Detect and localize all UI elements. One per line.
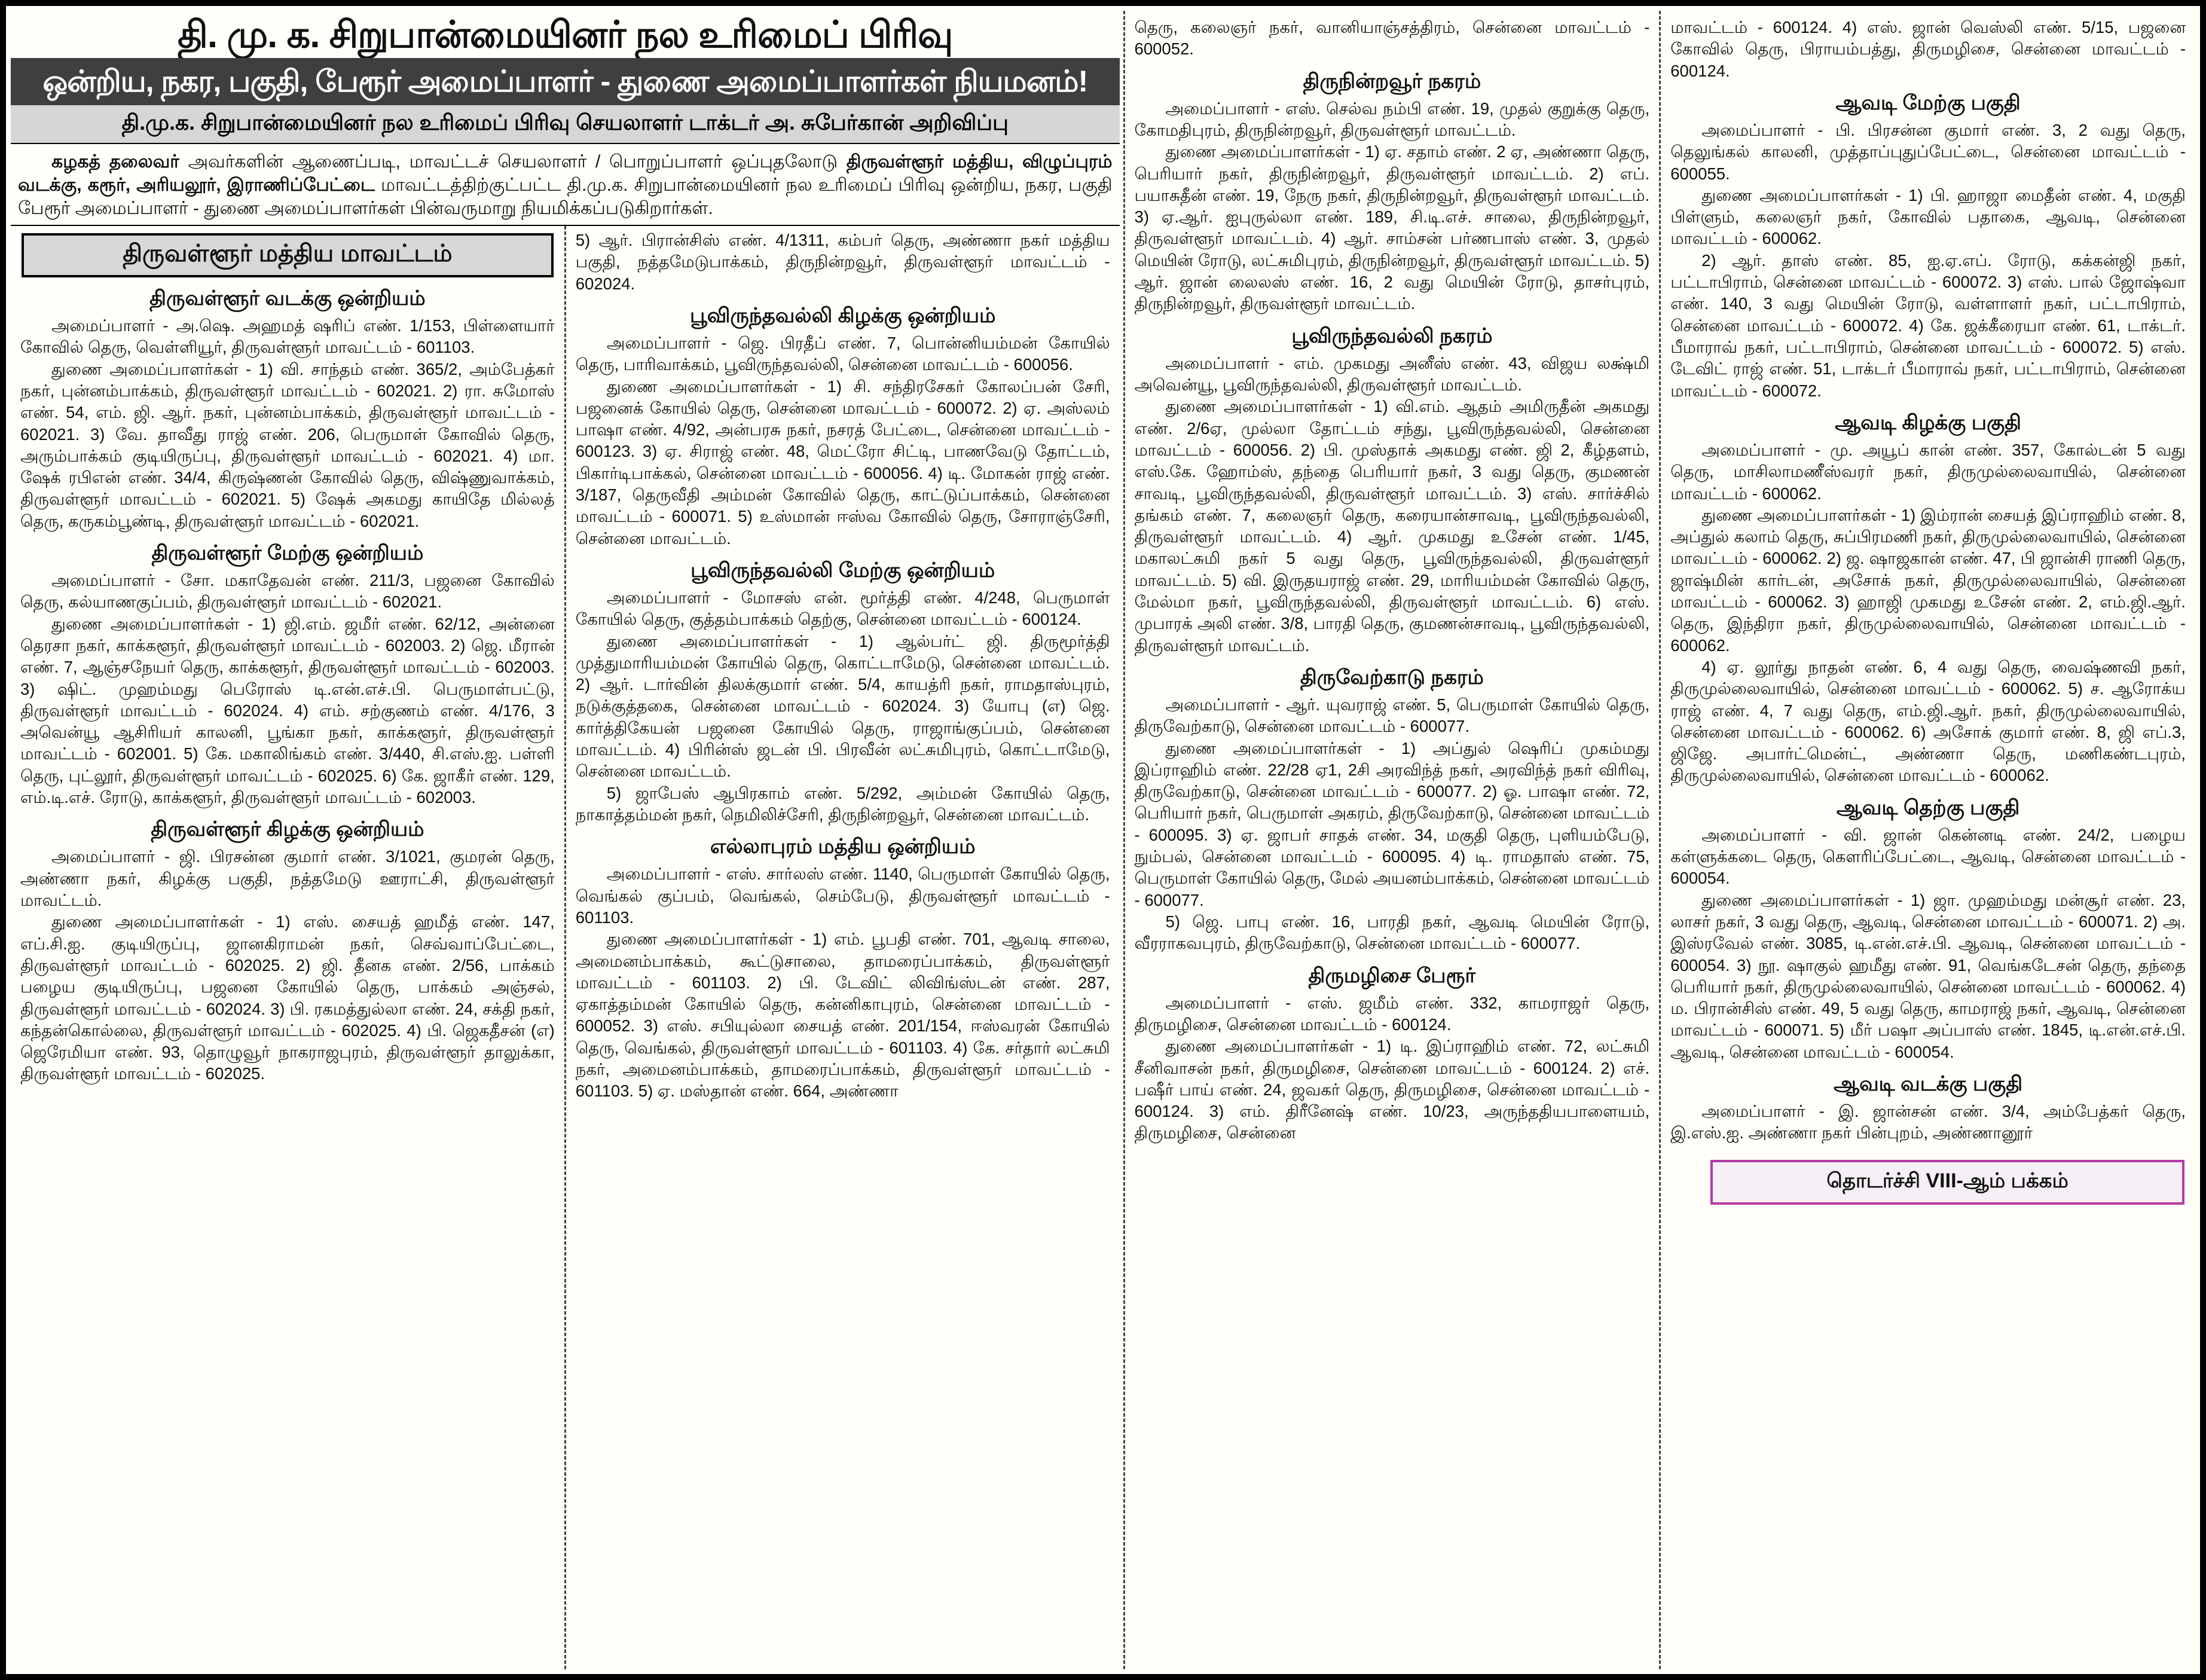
section-heading: ஆவடி வடக்கு பகுதி (1834, 1073, 2023, 1096)
intro-paragraph (11, 144, 1120, 226)
continuation-box: தொடர்ச்சி VIII-ஆம் பக்கம் (1710, 1160, 2184, 1205)
body-paragraph: துணை அமைப்பாளர்கள் - 1) ஜி.எம். ஜமீர் எண். 62/12, அன்னை தெரசா நகர், காக்களூர், திருவள்ளூர் மாவட்டம் - 602003. 2) ஜெ. மீரான் எண். 7, ஆஞ்சநேயர் தெரு, காக்களூர், திருவள்ளூர் மாவட்டம் - 602003. 3) ஷிட். முஹம்மது பெரோஸ் டி.என்.எச்.பி. பெருமாள்பட்டு, திருவள்ளூர் மாவட்டம் - 602024. 4) எம். சற்குணம் எண். 4/176, 3 அவென்யூ ஆசிரியர் காலனி, பூங்கா நகர், காக்களூர், திருவள்ளூர் மாவட்டம் - 602001. 5) கே. மகாலிங்கம் எண். 3/440, சி.எஸ்.ஐ. பள்ளி தெரு, புட்லூர், திருவள்ளூர் மாவட்டம் - 602025. 6) கே. ஜாகீர் எண். 129, எம்.டி.எச். ரோடு, காக்களூர், திருவள்ளூர் மாவட்டம் - 602003. (20, 614, 555, 807)
section-heading: திருவள்ளூர் கிழக்கு ஒன்றியம் (151, 818, 424, 841)
body-paragraph: துணை அமைப்பாளர்கள் - 1) எஸ். சையத் ஹமீத் எண். 147, எப்.சி.ஐ. குடியிருப்பு, ஜானகிராமன் நகர், செவ்வாப்பேட்டை, திருவள்ளூர் மாவட்டம் - 602025. 2) ஜி. தீனக எண். 2/56, பாக்கம் பழைய குடியிருப்பு, பஜனை கோயில் தெரு, பாக்கம் அஞ்சல், திருவள்ளூர் மாவட்டம் - 602024. 3) பி. ரகமத்துல்லா எண். 24, சக்தி நகர், கந்தன்கொல்லை, திருவள்ளூர் மாவட்டம் - 602025. 4) பி. ஜெகதீசன் (எ) ஜெரேமியா எண். 93, தொழுவூர் நாகராஜபுரம், திருவள்ளூர் தாலுக்கா, திருவள்ளூர் மாவட்டம் - 602025. (20, 912, 555, 1083)
byline-bar: தி.மு.க. சிறுபான்மையினர் நல உரிமைப் பிரிவு செயலாளர் டாக்டர் அ. சுபேர்கான் அறிவிப்பு (11, 105, 1120, 143)
body-paragraph: அமைப்பாளர் - அ.ஷெ. அஹமத் ஷரிப் எண். 1/153, பிள்ளையார் கோவில் தெரு, வெள்ளியூர், திருவள்ளூர் மாவட்டம் - 601103. (20, 316, 555, 357)
column-1-blocks (20, 287, 555, 1085)
section-heading: பூவிருந்தவல்லி கிழக்கு ஒன்றியம் (689, 304, 996, 327)
body-paragraph: 5) ஆர். பிரான்சிஸ் எண். 4/1311, கம்பர் தெரு, அண்ணா நகர் மத்திய பகுதி, நத்தமேடுபாக்கம், திருநின்றவூர், திருவள்ளூர் மாவட்டம் - 602024. (575, 230, 1110, 293)
page-subtitle-bar: ஒன்றிய, நகர, பகுதி, பேரூர் அமைப்பாளர் - துணை அமைப்பாளர்கள் நியமனம்! (11, 58, 1120, 105)
body-paragraph: அமைப்பாளர் - ஜெ. பிரதீப் எண். 7, பொன்னியம்மன் கோயில் தெரு, பாரிவாக்கம், பூவிருந்தவல்லி, சென்னை மாவட்டம் - 600056. (575, 333, 1110, 374)
column-3 (1125, 11, 1661, 1669)
body-paragraph: 4) ஏ. லூர்து நாதன் எண். 6, 4 வது தெரு, வைஷ்ணவி நகர், திருமுல்லைவாயில், சென்னை மாவட்டம் - 600062. 5) ச. ஆரோக்ய ராஜ் எண். 4, 7 வது தெரு, எம்.ஜி.ஆர். நகர், திருமுல்லைவாயில், சென்னை மாவட்டம் - 600062. 6) அசோக் குமார் எண். 8, ஜி எப்.3, ஜிஜே. அபார்ட்மென்ட், அண்ணா தெரு, மணிகண்டபுரம், திருமுல்லைவாயில், சென்னை மாவட்டம் - 600062. (1670, 657, 2186, 785)
body-paragraph: அமைப்பாளர் - பி. பிரசன்ன குமார் எண். 3, 2 வது தெரு, தெலுங்கல் காலனி, முத்தாப்புதுப்பேட்டை, சென்னை மாவட்டம் - 600055. (1670, 120, 2186, 183)
body-paragraph: அமைப்பாளர் - இ. ஜான்சன் எண். 3/4, அம்பேத்கர் தெரு, இ.எஸ்.ஐ. அண்ணா நகர் பின்புறம், அண்ணானூர் (1670, 1102, 2186, 1143)
body-paragraph: துணை அமைப்பாளர்கள் - 1) இம்ரான் சையத் இப்ராஹிம் எண். 8, அப்துல் கலாம் தெரு, சுப்பிரமணி நகர், திருமுல்லைவாயில், சென்னை மாவட்டம் - 600062. 2) ஜ. ஷாஜகான் எண். 47, பி ஜான்சி ராணி தெரு, ஜாஷ்மின் கார்டன், அசோக் நகர், திருமுல்லைவாயில், சென்னை மாவட்டம் - 600062. 3) ஹாஜி முகமது உசேன் எண். 2, எம்.ஜி.ஆர். தெரு, இந்திரா நகர், திருமுல்லைவாயில், சென்னை மாவட்டம் - 600062. (1670, 505, 2186, 655)
body-paragraph: துணை அமைப்பாளர்கள் - 1) அப்துல் ஷெரிப் முகம்மது இப்ராஹிம் எண். 22/28 ஏ1, 2சி அரவிந்த் நகர், அரவிந்த் நகர் விரிவு, திருவேற்காடு, சென்னை மாவட்டம் - 600077. 2) ஓ. பாஷா எண். 72, பெரியார் நகர், பெருமாள் அகரம், திருவேற்காடு, சென்னை மாவட்டம் - 600095. 3) ஏ. ஜாபர் சாதக் எண். 34, மகுதி தெரு, புளியம்பேடு, நும்பல், சென்னை மாவட்டம் - 600095. 4) டி. ராமதாஸ் எண். 75, பெருமாள் கோயில் தெரு, மேல் அயனம்பாக்கம், சென்னை மாவட்டம் - 600077. (1134, 738, 1650, 909)
body-paragraph: துணை அமைப்பாளர்கள் - 1) பி. ஹாஜா மைதீன் எண். 4, மகுதி பிள்ளும், கலைஞர் நகர், கோவில் பதாகை, ஆவடி, சென்னை மாவட்டம் - 600062. (1670, 185, 2186, 248)
body-paragraph: துணை அமைப்பாளர்கள் - 1) வி.எம். ஆதம் அமிருதீன் அகமது எண். 2/6ஏ, முல்லா தோட்டம் சந்து, பூவிருந்தவல்லி, சென்னை மாவட்டம் - 600056. 2) பி. முஸ்தாக் அகமது எண். ஜி 2, கீழ்தளம், எஸ்.கே. ஹோம்ஸ், தந்தை பெரியார் நகர், 3 வது தெரு, குமணன் சாவடி, பூவிருந்தவல்லி, திருவள்ளூர் மாவட்டம். 3) எஸ். சார்ச்சில் தங்கம் எண். 7, கலைஞர் தெரு, கரையான்சாவடி, பூவிருந்தவல்லி, திருவள்ளூர் மாவட்டம். 4) ஆர். முகமது உசேன் எண். 1/45, மகாலட்சுமி நகர் 5 வது தெரு, பூவிருந்தவல்லி, திருவள்ளூர் மாவட்டம். 5) வி. இருதயராஜ் எண். 29, மாரியம்மன் கோவில் தெரு, மேல்மா நகர், பூவிருந்தவல்லி, திருவள்ளூர் மாவட்டம். 6) எஸ். முபாரக் அலி எண். 3/8, பாரதி தெரு, குமணன்சாவடி, பூவிருந்தவல்லி, திருவள்ளூர் மாவட்டம். (1134, 397, 1650, 655)
body-paragraph: 2) ஆர். தாஸ் எண். 85, ஐ.ஏ.எப். ரோடு, கக்கன்ஜி நகர், பட்டாபிராம், சென்னை மாவட்டம் - 600072. 3) எஸ். பால் ஜோஷ்வா எண். 140, 3 வது மெயின் ரோடு, வள்ளாளர் நகர், பட்டாபிராம், சென்னை மாவட்டம் - 600072. 4) கே. ஜக்கீரையா எண். 61, டாக்டர். பீமாராவ் நகர், பட்டாபிராம், சென்னை மாவட்டம் - 600072. 5) எஸ். டேவிட் ராஜ் எண். 51, டாக்டர் பீமாராவ் நகர், பட்டாபிராம், சென்னை மாவட்டம் - 600072. (1670, 251, 2186, 400)
body-paragraph: அமைப்பாளர் - மு. அயூப் கான் எண். 357, கோல்டன் 5 வது தெரு, மாசிலாமணீஸ்வரர் நகர், திருமுல்லைவாயில், சென்னை மாவட்டம் - 600062. (1670, 440, 2186, 503)
body-paragraph: அமைப்பாளர் - மோசஸ் என். மூர்த்தி எண். 4/248, பெருமாள் கோயில் தெரு, குத்தம்பாக்கம் தெற்கு, சென்னை மாவட்டம் - 600124. (575, 588, 1110, 629)
section-heading: ஆவடி மேற்கு பகுதி (1835, 91, 2021, 114)
district-banner: திருவள்ளூர் மத்திய மாவட்டம் (22, 233, 554, 277)
body-paragraph: 5) ஜாபேஸ் ஆபிரகாம் எண். 5/292, அம்மன் கோயில் தெரு, நாகாத்தம்மன் நகர், நெமிலிச்சேரி, திருநின்றவூர், சென்னை மாவட்டம். (575, 783, 1110, 824)
body-paragraph: துணை அமைப்பாளர்கள் - 1) டி. இப்ராஹிம் எண். 72, லட்சுமி சீனிவாசன் நகர், திருமழிசை, சென்னை மாவட்டம் - 600124. 2) எச். பஷீர் பாய் எண். 24, ஜவகர் தெரு, திருமழிசை, சென்னை மாவட்டம் - 600124. 3) எம். திரீனேஷ் எண். 10/23, அருந்ததியபாளையம், திருமழிசை, சென்னை (1134, 1037, 1650, 1143)
section-heading: திருநின்றவூர் நகரம் (1303, 69, 1481, 93)
body-paragraph: துணை அமைப்பாளர்கள் - 1) எம். பூபதி எண். 701, ஆவடி சாலை, அமைனம்பாக்கம், கூட்டுசாலை, தாமரைப்பாக்கம், திருவள்ளூர் மாவட்டம் - 601103. 2) பி. டேவிட் லிவிங்ஸ்டன் எண். 287, ஏகாத்தம்மன் கோயில் தெரு, கன்னிகாபுரம், சென்னை மாவட்டம் - 600052. 3) எஸ். சபியுல்லா சையத் எண். 201/154, ஈஸ்வரன் கோயில் தெரு, வெங்கல், திருவள்ளூர் மாவட்டம் - 601103. 4) கே. சர்தார் லட்சுமி நகர், அமைனம்பாக்கம், தாமரைப்பாக்கம், திருவள்ளூர் மாவட்டம் - 601103. 5) ஏ. மஸ்தான் எண். 664, அண்ணா (575, 930, 1110, 1101)
intro-text: அவர்களின் ஆணைப்படி, மாவட்டச் செயலாளர் / பொறுப்பாளர் ஒப்புதலோடு (179, 151, 847, 172)
section-heading: திருவள்ளூர் வடக்கு ஒன்றியம் (149, 286, 426, 310)
columns-1-2 (11, 226, 1120, 1669)
section-heading: பூவிருந்தவல்லி மேற்கு ஒன்றியம் (690, 558, 995, 582)
column-3-blocks (1135, 17, 1650, 1144)
column-4 (1661, 11, 2195, 1669)
body-paragraph: 5) ஜெ. பாபு எண். 16, பாரதி நகர், ஆவடி மெயின் ரோடு, வீரராகவபுரம், திருவேற்காடு, சென்னை மாவட்டம் - 600077. (1134, 912, 1650, 953)
body-paragraph: அமைப்பாளர் - சோ. மகாதேவன் எண். 211/3, பஜனை கோவில் தெரு, கல்யாணகுப்பம், திருவள்ளூர் மாவட்டம் - 602021. (20, 571, 555, 612)
masthead (11, 11, 1120, 144)
column-1 (11, 226, 566, 1669)
column-4-blocks (1670, 17, 2186, 1144)
body-paragraph: அமைப்பாளர் - எஸ். ஜமீம் எண். 332, காமராஜர் தெரு, திருமழிசை, சென்னை மாவட்டம் - 600124. (1134, 993, 1650, 1034)
section-heading: திருவேற்காடு நகரம் (1300, 665, 1484, 689)
section-heading: ஆவடி தெற்கு பகுதி (1836, 796, 2020, 819)
body-paragraph: தெரு, கலைஞர் நகர், வானியாஞ்சத்திரம், சென்னை மாவட்டம் - 600052. (1134, 18, 1650, 59)
column-2-blocks (576, 230, 1110, 1102)
section-heading: திருமழிசை பேரூர் (1308, 964, 1476, 987)
section-heading: பூவிருந்தவல்லி நகரம் (1291, 324, 1493, 347)
body-paragraph: துணை அமைப்பாளர்கள் - 1) சி. சந்திரசேகர் கோலப்பன் சேரி, பஜனைக் கோயில் தெரு, சென்னை மாவட்டம் - 600072. 2) ஏ. அஸ்லம் பாஷா எண். 4/92, அன்பரசு நகர், நசரத் பேட்டை, சென்னை மாவட்டம் - 600123. 3) ஏ. சிராஜ் எண். 48, மெட்ரோ சிட்டி, பாணவேடு தோட்டம், பிகார்டிபாக்கல், சென்னை மாவட்டம் - 600056. 4) டி. மோகன் ராஜ் எண். 3/187, தெருவீதி அம்மன் கோவில் தெரு, காட்டுப்பாக்கம், சென்னை மாவட்டம் - 600071. 5) உஸ்மான் ஈஸ்வ கோவில் தெரு, சோராஞ்சேரி, சென்னை மாவட்டம். (575, 377, 1110, 548)
intro-bold-text: திருவள்ளூர் மத்திய, விழுப்புரம் வடக்கு, கரூர், அரியலூர், இராணிப்பேட்டை (18, 151, 1113, 195)
section-heading: திருவள்ளூர் மேற்கு ஒன்றியம் (151, 542, 424, 565)
body-paragraph: அமைப்பாளர் - வி. ஜான் கென்னடி எண். 24/2, பழைய கள்ளுக்கடை தெரு, கௌரிப்பேட்டை, ஆவடி, சென்னை மாவட்டம் - 600054. (1670, 825, 2186, 888)
section-heading: எல்லாபுரம் மத்திய ஒன்றியம் (710, 835, 976, 859)
left-section (11, 11, 1125, 1669)
body-paragraph: அமைப்பாளர் - எஸ். செல்வ நம்பி எண். 19, முதல் குறுக்கு தெரு, கோமதிபுரம், திருநின்றவூர், திருவள்ளூர் மாவட்டம். (1134, 99, 1650, 139)
intro-text: மாவட்டத்திற்குட்பட்ட தி.மு.க. சிறுபான்மையினர் நல உரிமைப் பிரிவு ஒன்றிய, நகர, பகுதி பேரூர் அமைப்பாளர் - துணை அமைப்பாளர்கள் பின்வருமாறு நியமிக்கப்படுகிறார்கள். (18, 175, 1113, 218)
column-2 (566, 226, 1120, 1669)
page-title: தி. மு. க. சிறுபான்மையினர் நல உரிமைப் பிரிவு (178, 14, 953, 56)
body-paragraph: அமைப்பாளர் - ஜி. பிரசன்ன குமார் எண். 3/1021, குமரன் தெரு, அண்ணா நகர், கிழக்கு பகுதி, நத்தமேடு ஊராட்சி, திருவள்ளூர் மாவட்டம். (20, 847, 555, 910)
section-heading: ஆவடி கிழக்கு பகுதி (1835, 411, 2021, 434)
body-paragraph: துணை அமைப்பாளர்கள் - 1) ஆல்பர்ட் ஜி. திருமூர்த்தி முத்துமாரியம்மன் கோயில் தெரு, கொட்டாமேடு, சென்னை மாவட்டம். 2) ஆர். டார்வின் திலக்குமார் எண். 5/4, காயத்ரி நகர், ராமதாஸ்புரம், நடுக்குத்தகை, சென்னை மாவட்டம் - 602024. 3) யோபு (எ) ஜெ. கார்த்திகேயன் பஜனை கோயில் தெரு, ராஜாங்குப்பம், சென்னை மாவட்டம். 4) பிரின்ஸ் ஜடன் பி. பிரவீன் லட்சுமிபுரம், கொட்டாமேடு, சென்னை மாவட்டம். (575, 631, 1110, 781)
body-paragraph: அமைப்பாளர் - எஸ். சார்லஸ் எண். 1140, பெருமாள் கோயில் தெரு, வெங்கல் குப்பம், வெங்கல், செம்பேடு, திருவள்ளூர் மாவட்டம் - 601103. (575, 865, 1110, 927)
intro-bold-text: கழகத் தலைவர் (51, 151, 179, 172)
body-paragraph: துணை அமைப்பாளர்கள் - 1) வி. சாந்தம் எண். 365/2, அம்பேத்கர் நகர், புன்னம்பாக்கம், திருவள்ளூர் மாவட்டம் - 602021. 2) ரா. சுமோஸ் எண். 54, எம். ஜி. ஆர். நகர், புன்னம்பாக்கம், திருவள்ளூர் மாவட்டம் - 602021. 3) வே. தாவீது ராஜ் எண். 206, பெருமாள் கோவில் தெரு, அரும்பாக்கம் குடியிருப்பு, திருவள்ளூர் மாவட்டம் - 602021. 4) மா. ஷேக் ரபிஎன் எண். 34/4, கிருஷ்ணன் கோவில் தெரு, விஷ்ணுவாக்கம், திருவள்ளூர் மாவட்டம் - 602021. 5) ஷேக் அகமது காயிதே மில்லத் தெரு, கருகம்பூண்டி, திருவள்ளூர் மாவட்டம் - 602021. (20, 359, 555, 530)
body-paragraph: துணை அமைப்பாளர்கள் - 1) ஏ. சதாம் எண். 2 ஏ, அண்ணா தெரு, பெரியார் நகர், திருநின்றவூர், திருவள்ளூர் மாவட்டம். 2) எப். பயாசுதீன் எண். 19, நேரு நகர், திருநின்றவூர், திருவள்ளூர் மாவட்டம். 3) ஏ.ஆர். ஐபுருல்லா எண். 189, சி.டி.எச். சாலை, திருநின்றவூர், திருவள்ளூர் மாவட்டம். 4) ஆர். சாம்சன் பர்ணபாஸ் எண். 3, முதல் மெயின் ரோடு, லட்சுமிபுரம், திருநின்றவூர், திருவள்ளூர் மாவட்டம். 5) ஆர். ஜான் லைலஸ் எண். 16, 2 வது மெயின் ரோடு, தாசர்புரம், திருநின்றவூர், திருவள்ளூர் மாவட்டம். (1134, 142, 1650, 313)
body-paragraph: துணை அமைப்பாளர்கள் - 1) ஜா. முஹம்மது மன்சூர் எண். 23, லாசர் நகர், 3 வது தெரு, ஆவடி, சென்னை மாவட்டம் - 600071. 2) அ. இஸ்ரவேல் எண். 3085, டி.என்.எச்.பி. ஆவடி, சென்னை மாவட்டம் - 600054. 3) நூ. ஷாகுல் ஹமீது எண். 91, வெங்கடேசன் தெரு, தந்தை பெரியார் நகர், திருமுல்லைவாயில், சென்னை மாவட்டம் - 600062. 4) ம. பிரான்சிஸ் எண். 49, 5 வது தெரு, காமராஜ் நகர், ஆவடி, சென்னை மாவட்டம் - 600071. 5) மீர் பஷா அப்பாஸ் எண். 1845, டி.என்.எச்.பி. ஆவடி, சென்னை மாவட்டம் - 600054. (1670, 890, 2186, 1061)
body-paragraph: மாவட்டம் - 600124. 4) எஸ். ஜான் வெஸ்லி எண். 5/15, பஜனை கோவில் தெரு, பிராயம்பத்து, திருமழிசை, சென்னை மாவட்டம் - 600124. (1670, 18, 2186, 80)
body-paragraph: அமைப்பாளர் - எம். முகமது அனீஸ் எண். 43, விஜய லக்ஷ்மி அவென்யூ, பூவிருந்தவல்லி, திருவள்ளூர் மாவட்டம். (1134, 353, 1650, 395)
body-paragraph: அமைப்பாளர் - ஆர். யுவராஜ் எண். 5, பெருமாள் கோயில் தெரு, திருவேற்காடு, சென்னை மாவட்டம் - 600077. (1134, 695, 1650, 736)
